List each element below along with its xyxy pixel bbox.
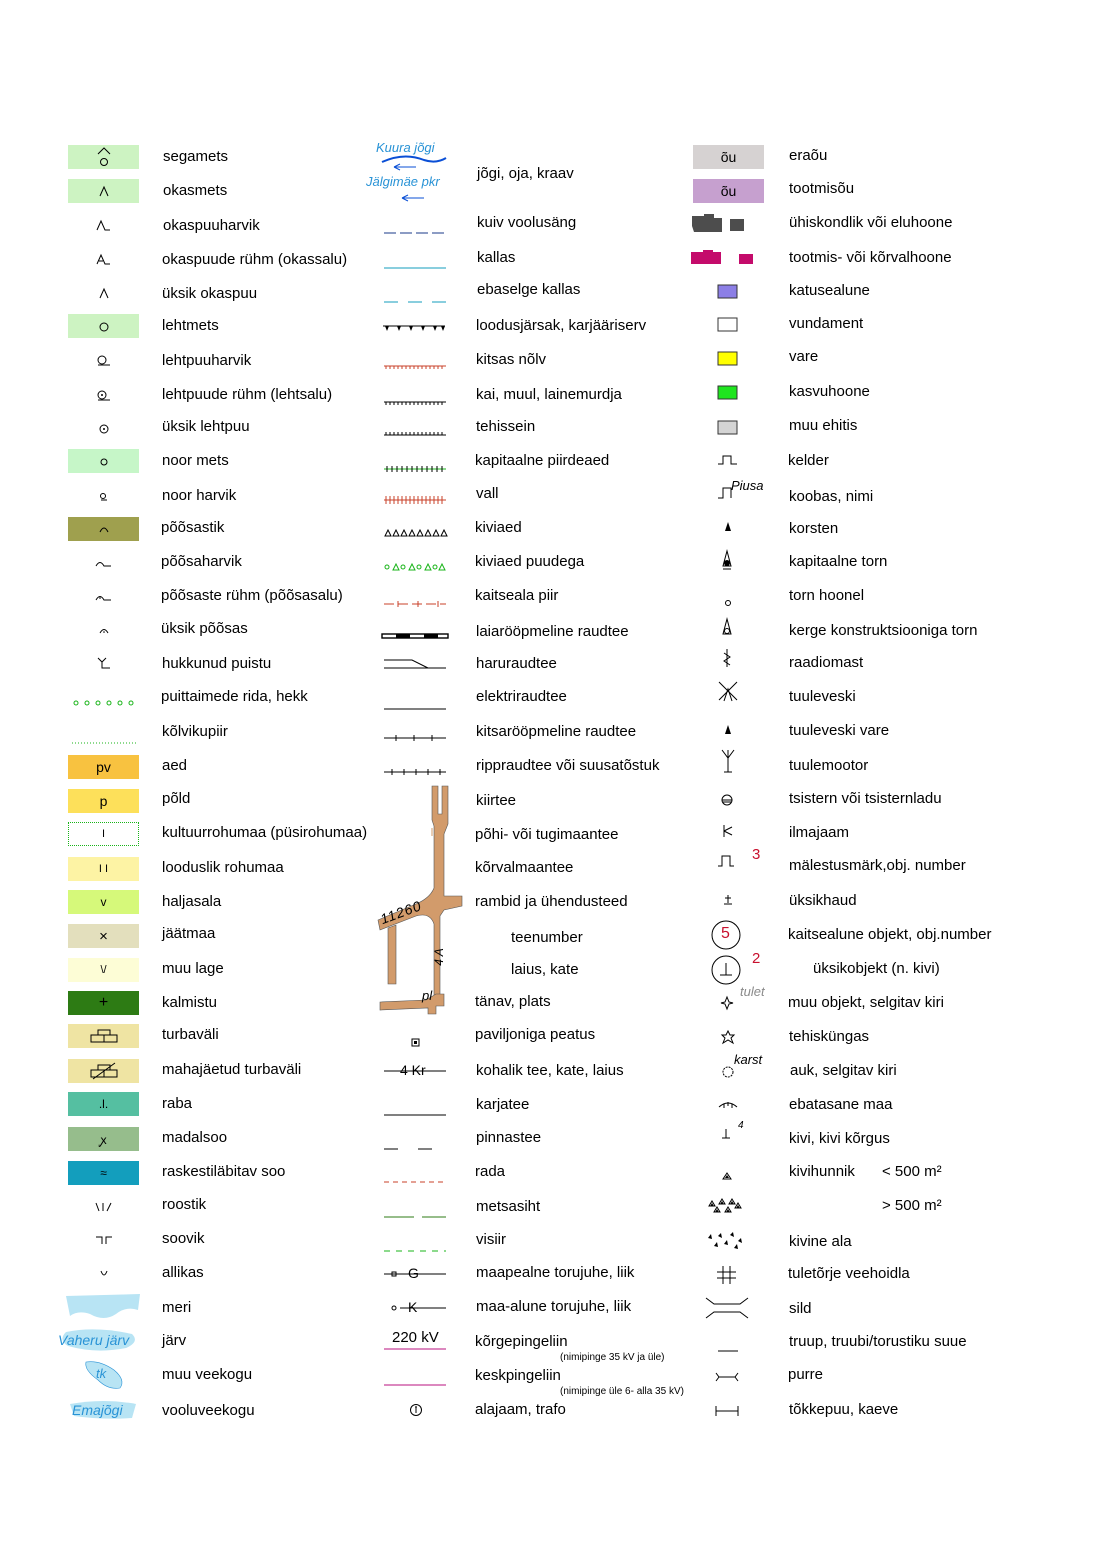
private-yard-code: õu xyxy=(720,149,737,165)
legend-label: ilmajaam xyxy=(789,824,850,841)
legend-label: noor mets xyxy=(162,452,229,469)
marsh-icon xyxy=(68,1231,139,1249)
sea-icon xyxy=(64,1292,142,1329)
abandoned-peat-icon xyxy=(68,1059,139,1083)
cable-railway-icon xyxy=(384,763,446,781)
monument-code: 3 xyxy=(752,846,761,863)
legend-label: põõsaharvik xyxy=(161,553,242,570)
bog-icon xyxy=(68,1092,139,1116)
legend-label: allikas xyxy=(162,1264,204,1281)
legend-label: turbaväli xyxy=(162,1026,219,1043)
impassable-swamp-icon xyxy=(68,1161,139,1185)
single-grave-icon xyxy=(722,893,734,911)
legend-label: koobas, nimi xyxy=(789,488,874,505)
legend-label: kelder xyxy=(788,452,829,469)
legend-label: haruraudtee xyxy=(476,655,557,672)
shrubland-icon xyxy=(68,517,139,541)
legend-label: ebatasane maa xyxy=(789,1096,893,1113)
legend-label: kivi, kivi kõrgus xyxy=(789,1130,890,1147)
coniferous-forest-icon xyxy=(68,179,139,203)
legend-label: kiirtee xyxy=(476,792,517,809)
legend-label: korsten xyxy=(789,520,839,537)
legend-label: kiviaed puudega xyxy=(475,553,585,570)
legend-label: rippraudtee või suusatõstuk xyxy=(476,757,660,774)
width-surface-text: 4 A xyxy=(431,948,446,966)
legend-label: kõlvikupiir xyxy=(162,723,228,740)
stone-fence-trees-icon xyxy=(383,558,447,576)
high-voltage-note: (nimipinge 35 kV ja üle) xyxy=(560,1352,665,1363)
mixed-forest-icon xyxy=(68,145,139,169)
single-shrub-icon xyxy=(68,620,139,640)
cemetery-code: + xyxy=(98,994,109,1011)
legend-label: tehissein xyxy=(476,418,536,435)
stone-heap-large-size: > 500 m² xyxy=(882,1197,942,1214)
legend-label: tänav, plats xyxy=(475,993,551,1010)
legend-label: rambid ja ühendusteed xyxy=(475,893,628,910)
legend-label: vare xyxy=(789,348,819,365)
public-building-icon xyxy=(690,212,760,239)
legend-label: lehtmets xyxy=(162,317,219,334)
stone-heap-small-size: < 500 m² xyxy=(882,1163,942,1180)
high-voltage-icon xyxy=(384,1329,446,1351)
substation-icon xyxy=(409,1403,423,1422)
single-conifer-icon xyxy=(68,283,139,303)
protected-object-code: 5 xyxy=(721,925,730,942)
ruin-icon xyxy=(717,351,739,372)
legend-label: põhi- või tugimaantee xyxy=(475,826,619,843)
conifer-group-icon xyxy=(68,249,139,269)
quay-icon xyxy=(384,392,446,410)
surface-pipeline-code: G xyxy=(408,1265,419,1281)
tower-icon xyxy=(720,550,734,577)
vague-shore-icon xyxy=(384,291,446,309)
flowing-water-icon xyxy=(66,1398,142,1422)
legend-label: okasmets xyxy=(163,182,228,199)
medium-voltage-note: (nimipinge üle 6- alla 35 kV) xyxy=(560,1386,684,1397)
legend-label: okaspuude rühm (okassalu) xyxy=(162,251,348,268)
surface-pipeline-icon xyxy=(384,1265,446,1283)
legend-label: tuuleveski xyxy=(789,688,856,705)
local-road-code: 4 Kr xyxy=(400,1062,426,1078)
tank-icon xyxy=(720,793,734,812)
young-sparse-icon xyxy=(68,486,139,506)
stone-icon xyxy=(720,1120,750,1144)
peat-field-icon xyxy=(68,1024,139,1048)
legend-label: loodusjärsak, karjääriserv xyxy=(476,317,647,334)
spring-icon xyxy=(68,1267,139,1281)
roof-tower-icon xyxy=(724,594,732,612)
legend-label: haljasala xyxy=(162,893,222,910)
cultivated-grassland-icon xyxy=(68,822,139,846)
land-boundary-icon xyxy=(72,732,136,750)
river-icon xyxy=(364,140,454,206)
fen-code: ꭙ xyxy=(100,1132,107,1147)
medium-voltage-icon xyxy=(384,1374,446,1392)
pavilion-stop-icon xyxy=(411,1035,421,1053)
legend-label: madalsoo xyxy=(162,1129,228,1146)
legend-label: kai, muul, lainemurdja xyxy=(476,386,622,403)
legend-label: tõkkepuu, kaeve xyxy=(789,1401,899,1418)
legend-label: kalmistu xyxy=(162,994,218,1011)
legend-label: elektriraudtee xyxy=(476,688,567,705)
natural-grassland-icon xyxy=(68,857,139,881)
local-road-icon xyxy=(384,1062,446,1080)
legend-label: kivihunnik xyxy=(789,1163,855,1180)
narrow-slope-icon xyxy=(384,356,446,374)
legend-label: okaspuuharvik xyxy=(163,217,260,234)
legend-label: meri xyxy=(162,1299,192,1316)
legend-label: kasvuhoone xyxy=(789,383,870,400)
windmill-ruin-icon xyxy=(723,723,733,741)
other-open-icon xyxy=(68,958,139,982)
other-building-icon xyxy=(717,420,739,441)
garden-icon xyxy=(68,755,139,779)
river-name-1: Kuura jõgi xyxy=(376,140,435,155)
legend-label: purre xyxy=(788,1366,824,1383)
legend-label: muu lage xyxy=(162,960,224,977)
stone-heap-large-icon xyxy=(708,1197,744,1220)
stone-height: 4 xyxy=(738,1120,744,1131)
branch-railway-icon xyxy=(384,656,446,675)
foundation-icon xyxy=(717,317,739,338)
escarpment-icon xyxy=(383,321,447,339)
other-object-name: tulet xyxy=(740,984,765,999)
forest-ride-icon xyxy=(384,1206,446,1224)
sparse-conifer-icon xyxy=(68,215,139,235)
sparse-deciduous-icon xyxy=(68,350,139,370)
legend-label: tootmisõu xyxy=(789,180,855,197)
other-water-name: tk xyxy=(96,1366,107,1381)
cellar-icon xyxy=(717,453,739,471)
road-number-text: 11260 xyxy=(378,897,424,928)
legend-label: kohalik tee, kate, laius xyxy=(476,1062,624,1079)
bridge-icon xyxy=(704,1296,750,1325)
dirt-road-icon xyxy=(384,1138,446,1156)
legend-label: hukkunud puistu xyxy=(162,655,272,672)
legend-label: kõrvalmaantee xyxy=(475,859,574,876)
pit-icon xyxy=(720,1052,780,1080)
legend-label: eraõu xyxy=(789,147,828,164)
legend-label: tuletõrje veehoidla xyxy=(788,1265,910,1282)
legend-label: mahajäetud turbaväli xyxy=(162,1061,302,1078)
legend-label: kitsarööpmeline raudtee xyxy=(476,723,637,740)
legend-label: maa-alune torujuhe, liik xyxy=(476,1298,632,1315)
dry-channel-icon xyxy=(384,222,446,240)
green-area-code: v xyxy=(100,895,107,909)
cave-name: Piusa xyxy=(731,478,764,493)
legend-label: põõsaste rühm (põõsasalu) xyxy=(161,587,343,604)
uneven-ground-icon xyxy=(718,1098,738,1116)
green-area-icon xyxy=(68,890,139,914)
cattle-road-icon xyxy=(384,1104,446,1122)
underground-pipeline-code: K xyxy=(408,1299,418,1315)
hedge-icon xyxy=(72,694,138,712)
legend-label: muu objekt, selgitav kiri xyxy=(788,994,944,1011)
legend-label: muu veekogu xyxy=(162,1366,253,1383)
legend-label: aed xyxy=(162,757,188,774)
legend-label: vooluveekogu xyxy=(162,1402,255,1419)
legend-label: tootmis- või kõrvalhoone xyxy=(789,249,952,266)
legend-label: kaitsealune objekt, obj.number xyxy=(788,926,992,943)
other-open-code: \/ xyxy=(100,964,107,976)
legend-label: tuulemootor xyxy=(789,757,869,774)
wind-engine-icon xyxy=(718,748,738,779)
field-code: p xyxy=(99,793,108,809)
bog-code: .l. xyxy=(98,1097,109,1111)
field-icon xyxy=(68,789,139,813)
shrub-group-icon xyxy=(68,587,139,607)
other-object-icon xyxy=(720,984,780,1012)
legend-label: noor harvik xyxy=(162,487,237,504)
legend-label: lehtpuuharvik xyxy=(162,352,252,369)
legend-label: tehisküngas xyxy=(789,1028,870,1045)
legend-label: pinnastee xyxy=(476,1129,542,1146)
legend-label: jõgi, oja, kraav xyxy=(477,165,574,182)
deciduous-group-icon xyxy=(68,385,139,405)
cemetery-icon xyxy=(68,991,139,1015)
legend-label: kivine ala xyxy=(789,1233,852,1250)
legend-label: sild xyxy=(789,1300,812,1317)
single-object-code: 2 xyxy=(752,950,761,967)
single-deciduous-icon xyxy=(68,419,139,439)
fence-icon xyxy=(384,459,446,477)
legend-label: kitsas nõlv xyxy=(476,351,547,368)
legend-label: järv xyxy=(162,1332,187,1349)
single-object-icon xyxy=(710,950,770,986)
fen-icon xyxy=(68,1127,139,1151)
legend-label: kerge konstruktsiooniga torn xyxy=(789,622,978,639)
legend-label: keskpingeliin xyxy=(475,1367,561,1384)
legend-label: ebaselge kallas xyxy=(477,281,581,298)
legend-label: vall xyxy=(476,485,499,502)
wasteland-icon xyxy=(68,924,139,948)
protected-object-icon xyxy=(710,919,744,951)
legend-label: karjatee xyxy=(476,1096,530,1113)
legend-label: mälestusmärk,obj. number xyxy=(789,857,966,874)
legend-label: lehtpuude rühm (lehtsalu) xyxy=(162,386,333,403)
legend-label: raba xyxy=(162,1095,193,1112)
legend-label: alajaam, trafo xyxy=(475,1401,566,1418)
sight-line-icon xyxy=(384,1240,446,1258)
broad-railway-icon xyxy=(382,627,448,645)
legend-label: laius, kate xyxy=(511,961,579,978)
artificial-wall-icon xyxy=(384,425,446,443)
legend-label: kiviaed xyxy=(475,519,522,536)
legend-label: torn hoonel xyxy=(789,587,865,604)
legend-label: vundament xyxy=(789,315,864,332)
chimney-icon xyxy=(723,520,733,538)
stone-fence-icon xyxy=(383,524,447,542)
other-water-icon xyxy=(80,1358,128,1392)
cave-icon xyxy=(717,478,777,502)
legend-label: auk, selgitav kiri xyxy=(790,1062,897,1079)
radio-mast-icon xyxy=(720,647,734,674)
road-network-diagram xyxy=(376,784,466,1024)
shelter-icon xyxy=(717,284,739,305)
narrow-railway-icon xyxy=(384,729,446,747)
legend-label: kapitaalne piirdeaed xyxy=(475,452,610,469)
legend-label: tsistern või tsisternladu xyxy=(789,790,942,807)
legend-label: raskestiläbitav soo xyxy=(162,1163,286,1180)
legend-label: põõsastik xyxy=(161,519,225,536)
lake-name: Vaheru järv xyxy=(58,1332,130,1348)
dead-stand-icon xyxy=(68,653,139,673)
legend-label: üksik põõsas xyxy=(161,620,248,637)
monument-icon xyxy=(716,846,766,870)
legend-label: jäätmaa xyxy=(162,925,216,942)
river-name-2: Jälgimäe pkr xyxy=(366,174,440,189)
private-yard-icon xyxy=(693,145,764,169)
legend-label: raadiomast xyxy=(789,654,864,671)
path-icon xyxy=(384,1171,446,1189)
sparse-shrub-icon xyxy=(68,553,139,573)
artificial-mound-icon xyxy=(720,1029,736,1050)
legend-label: ühiskondlik või eluhoone xyxy=(789,214,953,231)
legend-label: põld xyxy=(162,790,191,807)
garden-code: pv xyxy=(96,759,111,775)
swamp-code: ≈ xyxy=(100,1166,107,1180)
legend-label: muu ehitis xyxy=(789,417,858,434)
light-tower-icon xyxy=(720,618,734,645)
legend-label: üksik okaspuu xyxy=(162,285,258,302)
legend-label: kapitaalne torn xyxy=(789,553,888,570)
street-text: pl xyxy=(422,988,433,1003)
weather-station-icon xyxy=(720,823,736,844)
deciduous-forest-icon xyxy=(68,314,139,338)
high-voltage-code: 220 kV xyxy=(392,1329,439,1346)
legend-label: kaitseala piir xyxy=(475,587,559,604)
young-forest-icon xyxy=(68,449,139,473)
legend-label: kallas xyxy=(477,249,516,266)
legend-label: kuiv voolusäng xyxy=(477,214,577,231)
production-yard-code: õu xyxy=(720,183,737,199)
legend-label: truup, truubi/torustiku suue xyxy=(789,1333,967,1350)
reed-icon xyxy=(68,1198,139,1216)
shore-icon xyxy=(384,257,446,275)
natural-grassland-code: I I xyxy=(98,863,109,875)
legend-label: puittaimede rida, hekk xyxy=(161,688,308,705)
legend-label: soovik xyxy=(162,1230,205,1247)
legend-label: teenumber xyxy=(511,929,583,946)
legend-label: roostik xyxy=(162,1196,207,1213)
legend-label: üksikhaud xyxy=(789,892,857,909)
production-building-icon xyxy=(689,250,759,271)
fire-reservoir-icon xyxy=(716,1265,738,1290)
legend-label: tuuleveski vare xyxy=(789,722,890,739)
legend-label: visiir xyxy=(476,1231,506,1248)
flowing-water-name: Emajõgi xyxy=(72,1402,123,1418)
lake-icon xyxy=(56,1328,142,1352)
legend-label: laiarööpmeline raudtee xyxy=(476,623,629,640)
underground-pipeline-icon xyxy=(390,1299,446,1317)
stone-heap-icon xyxy=(722,1167,732,1185)
footbridge-icon xyxy=(714,1370,740,1388)
legend-label: rada xyxy=(475,1163,506,1180)
legend-label: kõrgepingeliin xyxy=(475,1333,568,1350)
legend-label: kultuurrohumaa (püsirohumaa) xyxy=(162,824,368,841)
legend-label: paviljoniga peatus xyxy=(475,1026,596,1043)
legend-label: üksik lehtpuu xyxy=(162,418,250,435)
protected-boundary-icon xyxy=(384,594,446,612)
windmill-icon xyxy=(716,679,740,708)
legend-label: katusealune xyxy=(789,282,870,299)
greenhouse-icon xyxy=(717,385,739,406)
rampart-icon xyxy=(384,491,446,509)
barrier-icon xyxy=(714,1404,740,1422)
legend-label: üksikobjekt (n. kivi) xyxy=(813,960,940,977)
electric-railway-icon xyxy=(384,698,446,716)
legend-label: segamets xyxy=(163,148,229,165)
pit-name: karst xyxy=(734,1052,763,1067)
wasteland-code: × xyxy=(99,927,108,945)
production-yard-icon xyxy=(693,179,764,203)
grassland-code: I xyxy=(101,828,106,840)
legend-label: metsasiht xyxy=(476,1198,541,1215)
culvert-icon xyxy=(718,1340,738,1358)
legend-label: looduslik rohumaa xyxy=(162,859,284,876)
stony-area-icon xyxy=(706,1232,746,1255)
legend-label: maapealne torujuhe, liik xyxy=(476,1264,635,1281)
